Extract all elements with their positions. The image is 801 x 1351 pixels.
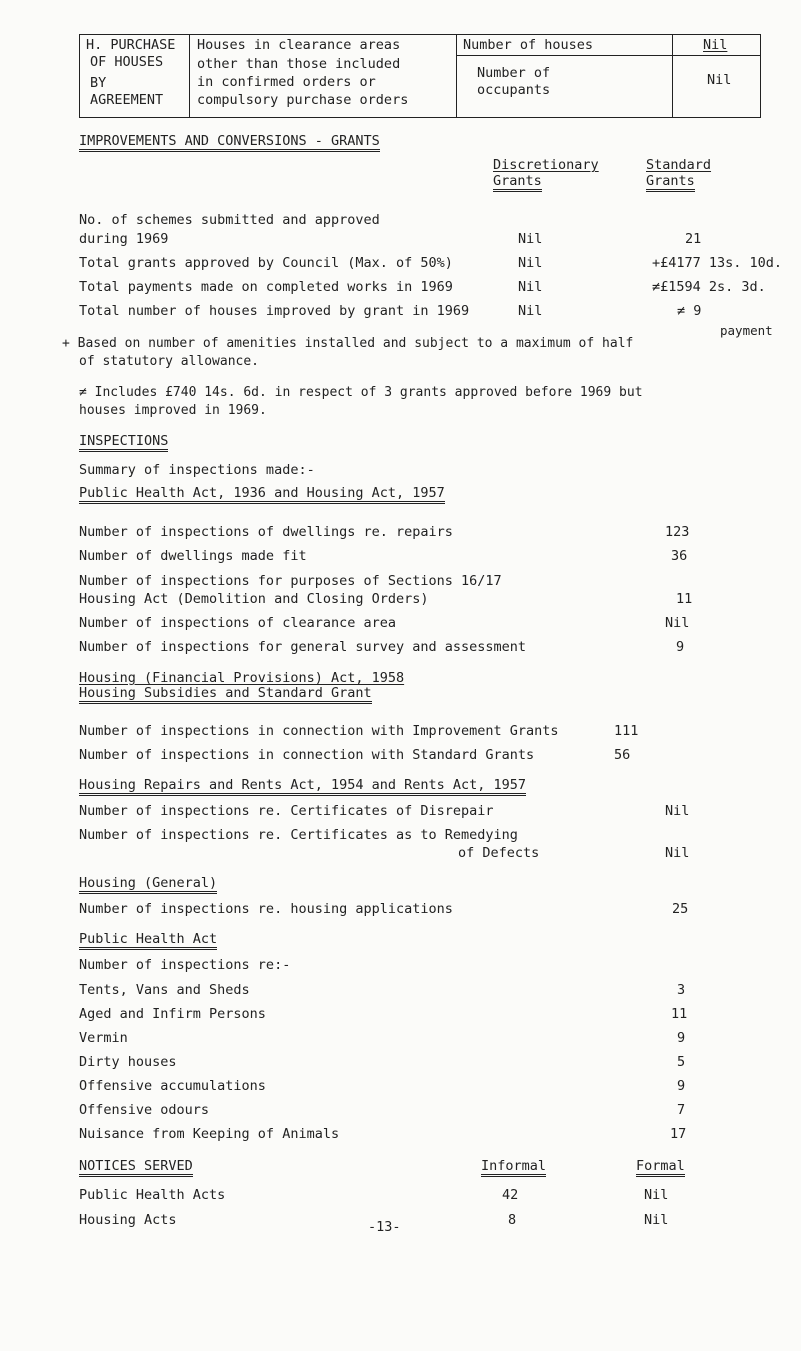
inspection-item-value: Nil	[665, 803, 690, 819]
improvement-row-standard: 21	[685, 231, 702, 247]
inspection-item-label: Offensive accumulations	[79, 1078, 266, 1094]
notice-row-informal: 42	[502, 1187, 519, 1203]
inspection-item-label: Number of inspections re. Certificates of Disrepair	[79, 803, 494, 819]
inspection-item-value: 11	[671, 1006, 688, 1022]
inspection-item-label: Number of inspections re. housing applications	[79, 901, 453, 917]
inspection-item-label: Number of inspections of clearance area	[79, 615, 396, 631]
inspections-summary: Summary of inspections made:-	[79, 462, 315, 478]
table-divider	[456, 55, 760, 56]
standard-header: Standard	[646, 157, 712, 173]
section-title: Public Health Act	[79, 932, 217, 950]
section-title: Housing Repairs and Rents Act, 1954 and Rents Act, 1957	[79, 778, 526, 796]
inspection-item-label: Number of inspections in connection with Improvement Grants	[79, 723, 559, 739]
inspection-item-label: Number of inspections of dwellings re. repairs	[79, 524, 453, 540]
inspection-item-label: Offensive odours	[79, 1102, 210, 1118]
section-title: Housing (Financial Provisions) Act, 1958	[79, 670, 405, 686]
table-divider	[456, 35, 457, 117]
informal-header: Informal	[481, 1159, 546, 1177]
note-plus: + Based on number of amenities installed and subject to a maximum of half	[62, 336, 634, 351]
table-divider	[672, 35, 673, 117]
section-subtitle: Housing Subsidies and Standard Grant	[79, 686, 372, 704]
notice-row-label: Housing Acts	[79, 1212, 177, 1228]
inspection-item-label: Nuisance from Keeping of Animals	[79, 1126, 340, 1142]
inspection-item-value: 5	[677, 1054, 686, 1070]
houses-description-line: compulsory purchase orders	[197, 92, 409, 108]
formal-header: Formal	[636, 1159, 685, 1177]
inspection-item-label: Number of inspections re. Certificates as to Remedying	[79, 827, 518, 843]
inspection-item-label: Number of inspections in connection with Standard Grants	[79, 747, 535, 763]
inspection-item-value: 111	[614, 723, 639, 739]
improvement-row-discretionary: Nil	[518, 231, 543, 247]
inspection-item-value: 36	[671, 548, 688, 564]
note-payment-word: payment	[720, 323, 773, 338]
houses-description-line: in confirmed orders or	[197, 74, 376, 90]
notice-row-informal: 8	[508, 1212, 517, 1228]
inspection-item-label: Housing Act (Demolition and Closing Orders)	[79, 591, 429, 607]
note-plus: of statutory allowance.	[79, 354, 260, 369]
inspection-item-label: of Defects	[458, 845, 540, 861]
inspection-item-value: 9	[676, 639, 685, 655]
improvement-row-discretionary: Nil	[518, 279, 543, 295]
inspection-item-value: 17	[670, 1126, 687, 1142]
note-neq: houses improved in 1969.	[79, 403, 267, 418]
inspection-item-label: Number of inspections for purposes of Sections 16/17	[79, 573, 502, 589]
improvement-row-label: No. of schemes submitted and approved	[79, 212, 380, 228]
improvement-row-standard: ≠ 9	[677, 303, 702, 319]
section-title: Public Health Act, 1936 and Housing Act, 1957	[79, 486, 445, 504]
inspection-item-label: Vermin	[79, 1030, 128, 1046]
improvement-row-label: Total payments made on completed works in 1969	[79, 279, 453, 295]
improvement-row-discretionary: Nil	[518, 255, 543, 271]
page-number: -13-	[368, 1219, 401, 1235]
inspection-item-value: 123	[665, 524, 690, 540]
inspection-item-label: Number of dwellings made fit	[79, 548, 307, 564]
houses-description-line: other than those included	[197, 56, 401, 72]
inspection-item-value: 9	[677, 1078, 686, 1094]
improvement-row-label: Total number of houses improved by grant in 1969	[79, 303, 470, 319]
inspection-item-value: 7	[677, 1102, 686, 1118]
purchase-heading-line: BY	[90, 75, 107, 91]
inspection-item-label: Aged and Infirm Persons	[79, 1006, 266, 1022]
inspection-item-value: 25	[672, 901, 689, 917]
improvement-row-discretionary: Nil	[518, 303, 543, 319]
inspection-item-value: Nil	[665, 845, 690, 861]
number-of-occupants-label: occupants	[477, 82, 551, 98]
number-of-occupants-value: Nil	[707, 72, 732, 88]
standard-header: Grants	[646, 174, 695, 192]
inspection-item-value: 3	[677, 982, 686, 998]
inspection-item-label: Number of inspections for general survey and assessment	[79, 639, 527, 655]
improvement-row-standard: ≠£1594 2s. 3d.	[652, 279, 766, 295]
houses-description-line: Houses in clearance areas	[197, 37, 401, 53]
notices-heading: NOTICES SERVED	[79, 1159, 193, 1177]
discretionary-header: Discretionary	[493, 157, 599, 173]
inspection-item-value: 11	[676, 591, 693, 607]
notice-row-formal: Nil	[644, 1212, 669, 1228]
number-of-occupants-label: Number of	[477, 65, 551, 81]
inspection-item-value: 9	[677, 1030, 686, 1046]
improvement-row-label: Total grants approved by Council (Max. of 50%)	[79, 255, 453, 271]
number-of-houses-value: Nil	[703, 37, 728, 53]
inspections-heading: INSPECTIONS	[79, 434, 168, 452]
notice-row-formal: Nil	[644, 1187, 669, 1203]
improvement-row-label: during 1969	[79, 231, 169, 247]
improvement-row-standard: +£4177 13s. 10d.	[652, 255, 783, 271]
inspection-item-label: Tents, Vans and Sheds	[79, 982, 250, 998]
section-intro: Number of inspections re:-	[79, 957, 291, 973]
improvements-heading: IMPROVEMENTS AND CONVERSIONS - GRANTS	[79, 134, 380, 152]
inspection-item-label: Dirty houses	[79, 1054, 177, 1070]
inspection-item-value: Nil	[665, 615, 690, 631]
purchase-table	[79, 34, 761, 118]
purchase-heading: H. PURCHASE	[86, 37, 176, 53]
purchase-heading-line: AGREEMENT	[90, 92, 164, 108]
table-divider	[189, 35, 190, 117]
inspection-item-value: 56	[614, 747, 631, 763]
notice-row-label: Public Health Acts	[79, 1187, 226, 1203]
purchase-heading-line: OF HOUSES	[90, 54, 164, 70]
discretionary-header: Grants	[493, 174, 542, 192]
section-title: Housing (General)	[79, 876, 217, 894]
number-of-houses-label: Number of houses	[463, 37, 594, 53]
note-neq: ≠ Includes £740 14s. 6d. in respect of 3 grants approved before 1969 but	[79, 385, 643, 400]
